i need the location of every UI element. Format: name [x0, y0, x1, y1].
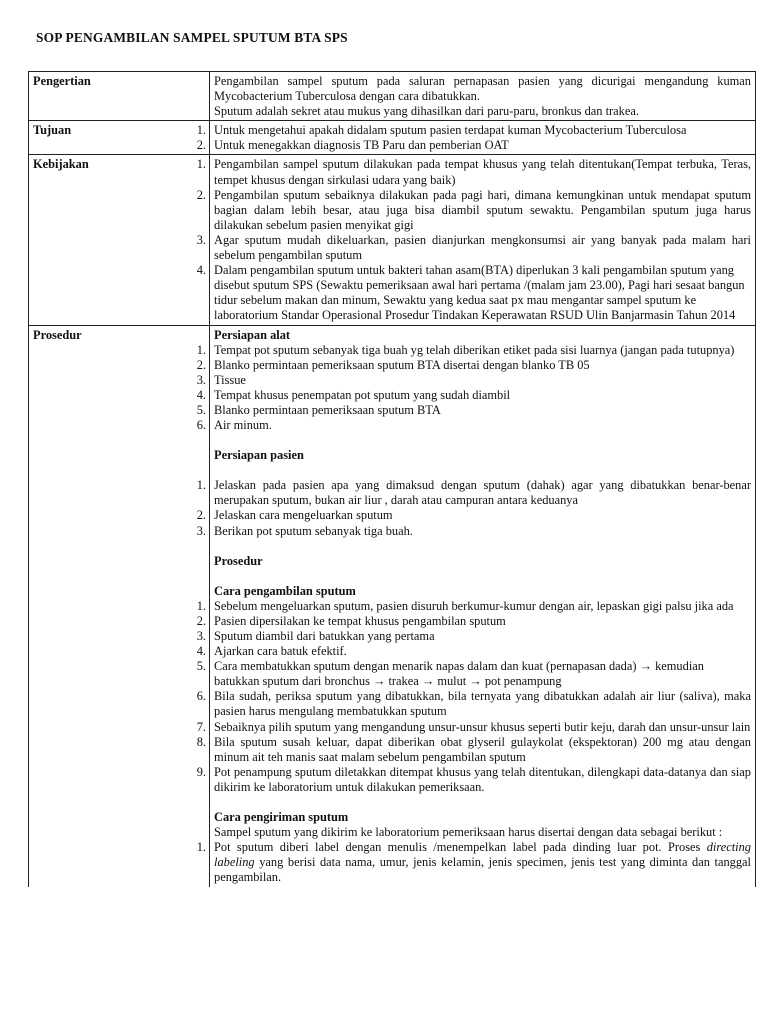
pengiriman-item-italic: directing labeling: [214, 840, 751, 870]
heading-cara-pengiriman: Cara pengiriman sputum: [214, 810, 349, 825]
list-item: Bila sudah, periksa sputum yang dibatukkan, bila ternyata yang dibatukkan adalah air liur (saliva), maka pasien harus mengulang membatukkan sputum: [214, 689, 751, 719]
content-tujuan: [210, 121, 756, 155]
pengertian-line-1: Pengambilan sampel sputum pada saluran pernapasan pasien yang dicurigai mengandung kuman Mycobacterium Tuberculosa dengan cara dibatukkan.: [214, 74, 751, 104]
list-item: Air minum.: [214, 418, 272, 433]
list-item: Tissue: [214, 372, 246, 387]
row-tujuan: [29, 121, 756, 155]
list-item: Sebaiknya pilih sputum yang mengandung unsur-unsur khusus seperti butir keju, darah dan unsur-unsur lain: [214, 719, 751, 734]
list-item: Agar sputum mudah dikeluarkan, pasien dianjurkan mengkonsumsi air yang banyak pada malam hari sebelum pengambilan sputum: [214, 232, 751, 263]
sop-table: [28, 71, 756, 887]
list-item: Tempat khusus penempatan pot sputum yang sudah diambil: [214, 387, 511, 402]
spacer: [214, 795, 751, 810]
kebijakan-list: [214, 157, 751, 323]
list-item: Pot penampung sputum diletakkan ditempat khusus yang telah ditentukan, dilengkapi data-datanya dan siap dikirim ke laboratorium untuk dilakukan pemeriksaan.: [214, 764, 751, 794]
list-item: Sputum diambil dari batukkan yang pertama: [214, 629, 435, 643]
list-item: Untuk mengetahui apakah didalam sputum pasien terdapat kuman Mycobacterium Tuberculosa: [214, 123, 687, 138]
persiapan-pasien-list: [214, 478, 751, 538]
list-item: Pasien dipersilakan ke tempat khusus pengambilan sputum: [214, 613, 506, 628]
list-item: Untuk menegakkan diagnosis TB Paru dan pemberian OAT: [214, 138, 509, 153]
label-kebijakan: Kebijakan: [29, 155, 210, 325]
label-tujuan: Tujuan: [29, 121, 210, 155]
heading-cara-pengambilan: Cara pengambilan sputum: [214, 583, 356, 598]
pengiriman-item-text-a: Pot sputum diberi label dengan menulis /menempelkan label pada dinding luar pot. Proses: [214, 840, 707, 855]
label-pengertian: Pengertian: [29, 72, 210, 121]
list-item: Tempat pot sputum sebanyak tiga buah yg telah diberikan etiket pada sisi luarnya (jangan pada tutupnya): [214, 342, 735, 357]
list-item: Pengambilan sputum sebaiknya dilakukan pada pagi hari, dimana kemungkinan untuk mendapat sputum bagian dalam lebih besar, atau juga bisa diambil sputum sewaktu. Pengambilan sputum juga harus dilakukan sebelum pasien menyikat gigi: [214, 187, 751, 232]
content-kebijakan: [210, 155, 756, 325]
list-item: [214, 840, 751, 885]
list-item: Blanko permintaan pemeriksaan sputum BTA: [214, 402, 441, 417]
list-item: Ajarkan cara batuk efektif.: [214, 644, 347, 659]
content-prosedur: [210, 325, 756, 887]
heading-persiapan-pasien: Persiapan pasien: [214, 448, 304, 463]
cara-pengiriman-list: [214, 840, 751, 885]
list-item: Jelaskan pada pasien apa yang dimaksud dengan sputum (dahak) agar yang dibatukkan benar-benar merupakan sputum, bukan air liur , darah atau campuran antara keduanya: [214, 478, 751, 508]
row-kebijakan: [29, 155, 756, 325]
row-pengertian: [29, 72, 756, 121]
spacer: [214, 539, 751, 554]
document-title: SOP PENGAMBILAN SAMPEL SPUTUM BTA SPS: [36, 30, 348, 45]
list-item: Dalam pengambilan sputum untuk bakteri tahan asam(BTA) diperlukan 3 kali pengambilan sputum yang disebut sputum SPS (Sewaktu pemeriksaan awal hari pertama /(malam jam 23.00), Pagi hari sesaat bangun tidur sebelum makan dan minum, Sewaktu yang kedua saat px mau mengantar sampel sputum ke laboratorium Standar Operasional Prosedur Tindakan Keperawatan RSUD Ulin Banjarmasin Tahun 2014: [214, 263, 745, 323]
pengiriman-intro: Sampel sputum yang dikirim ke laboratorium pemeriksaan harus disertai dengan data sebagai berikut :: [214, 825, 723, 840]
heading-prosedur: Prosedur: [214, 553, 263, 568]
list-item: Bila sputum susah keluar, dapat diberikan obat glyseril gulaykolat (ekspektoran) 200 mg atau dengan minum ait teh manis saat malam sebelum pengambilan sputum: [214, 734, 751, 764]
spacer: [214, 463, 751, 478]
list-item: Sebelum mengeluarkan sputum, pasien disuruh berkumur-kumur dengan air, lepaskan gigi palsu jika ada: [214, 598, 734, 613]
list-item: Berikan pot sputum sebanyak tiga buah.: [214, 523, 413, 538]
list-item: Jelaskan cara mengeluarkan sputum: [214, 508, 393, 523]
list-item: Cara membatukkan sputum dengan menarik napas dalam dan kuat (pernapasan dada) → kemudian batukkan sputum dari bronchus → trakea → mulut → pot penampung: [214, 659, 704, 689]
persiapan-alat-list: [214, 343, 751, 434]
tujuan-list: [214, 123, 751, 153]
row-prosedur: [29, 325, 756, 887]
content-pengertian: [210, 72, 756, 121]
cara-pengambilan-list: [214, 599, 751, 795]
spacer: [214, 569, 751, 584]
pengiriman-item-text-b: yang berisi data nama, umur, jenis kelamin, jenis specimen, jenis test yang diminta dan tanggal pengambilan.: [214, 855, 751, 885]
label-prosedur: Prosedur: [29, 325, 210, 887]
pengertian-line-2: Sputum adalah sekret atau mukus yang dihasilkan dari paru-paru, bronkus dan trakea.: [214, 104, 639, 119]
spacer: [214, 433, 751, 448]
heading-persiapan-alat: Persiapan alat: [214, 327, 291, 342]
list-item: Blanko permintaan pemeriksaan sputum BTA disertai dengan blanko TB 05: [214, 357, 590, 372]
list-item: Pengambilan sampel sputum dilakukan pada tempat khusus yang telah ditentukan(Tempat terbuka, Teras, tempet khusus dengan sirkulasi udara yang baik): [214, 157, 751, 187]
